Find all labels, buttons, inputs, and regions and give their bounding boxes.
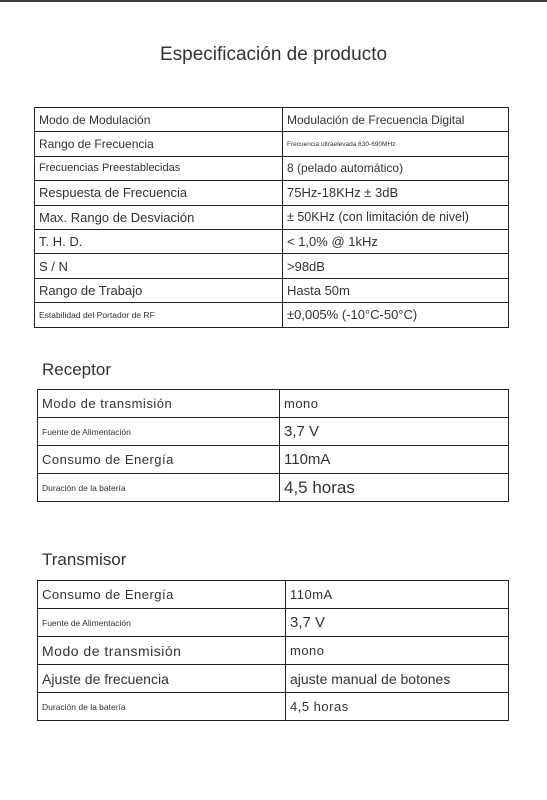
table-row	[38, 418, 509, 446]
spec-label: S / N	[35, 254, 283, 278]
spec-value: ±0,005% (-10°C-50°C)	[283, 303, 509, 327]
transmisor-label: Ajuste de frecuencia	[38, 665, 286, 693]
table-row	[35, 181, 509, 205]
transmisor-value: 110mA	[286, 581, 509, 609]
spec-label: Modo de Modulación	[35, 108, 283, 132]
spec-label: Respuesta de Frecuencia	[35, 181, 283, 205]
transmisor-label: Duración de la batería	[38, 693, 286, 721]
receptor-table	[37, 389, 509, 502]
transmisor-label: Consumo de Energía	[38, 581, 286, 609]
table-row	[38, 693, 509, 721]
receptor-value: 4,5 horas	[280, 474, 509, 502]
transmisor-value: mono	[286, 637, 509, 665]
receptor-label: Duración de la batería	[38, 474, 280, 502]
spec-label: T. H. D.	[35, 229, 283, 253]
spec-table	[34, 107, 509, 328]
table-row	[38, 609, 509, 637]
top-border-line	[0, 0, 547, 2]
transmisor-value: 4,5 horas	[286, 693, 509, 721]
receptor-value: 110mA	[280, 446, 509, 474]
table-row	[35, 254, 509, 278]
spec-value: ± 50KHz (con limitación de nivel)	[283, 205, 509, 229]
spec-value: >98dB	[283, 254, 509, 278]
table-row	[38, 390, 509, 418]
table-row	[35, 303, 509, 327]
table-row	[35, 229, 509, 253]
spec-value: Modulación de Frecuencia Digital	[283, 108, 509, 132]
receptor-value: 3,7 V	[280, 418, 509, 446]
page-title: Especificación de producto	[159, 44, 388, 65]
table-row	[38, 581, 509, 609]
transmisor-label: Fuente de Alimentación	[38, 609, 286, 637]
receptor-label: Modo de transmisión	[38, 390, 280, 418]
spec-value: Frecuencia ultraelevada 630-690MHz	[283, 132, 509, 156]
spec-label: Rango de Trabajo	[35, 278, 283, 302]
table-row	[35, 205, 509, 229]
table-row	[38, 637, 509, 665]
spec-label: Frecuencias Preestablecidas	[35, 156, 283, 180]
transmisor-heading: Transmisor	[42, 550, 127, 569]
table-row	[38, 474, 509, 502]
table-row	[35, 156, 509, 180]
transmisor-label: Modo de transmisión	[38, 637, 286, 665]
receptor-label: Fuente de Alimentación	[38, 418, 280, 446]
table-row	[38, 446, 509, 474]
spec-value: 75Hz-18KHz ± 3dB	[283, 181, 509, 205]
spec-label: Estabilidad del Portador de RF	[35, 303, 283, 327]
spec-value: 8 (pelado automático)	[283, 156, 509, 180]
spec-label: Rango de Frecuencia	[35, 132, 283, 156]
transmisor-value: 3,7 V	[286, 609, 509, 637]
receptor-label: Consumo de Energía	[38, 446, 280, 474]
table-row	[35, 278, 509, 302]
spec-value: Hasta 50m	[283, 278, 509, 302]
table-row	[38, 665, 509, 693]
transmisor-value: ajuste manual de botones	[286, 665, 509, 693]
spec-label: Max. Rango de Desviación	[35, 205, 283, 229]
transmisor-table	[37, 580, 509, 721]
receptor-heading: Receptor	[42, 360, 111, 379]
receptor-value: mono	[280, 390, 509, 418]
table-row	[35, 108, 509, 132]
table-row	[35, 132, 509, 156]
spec-value: < 1,0% @ 1kHz	[283, 229, 509, 253]
